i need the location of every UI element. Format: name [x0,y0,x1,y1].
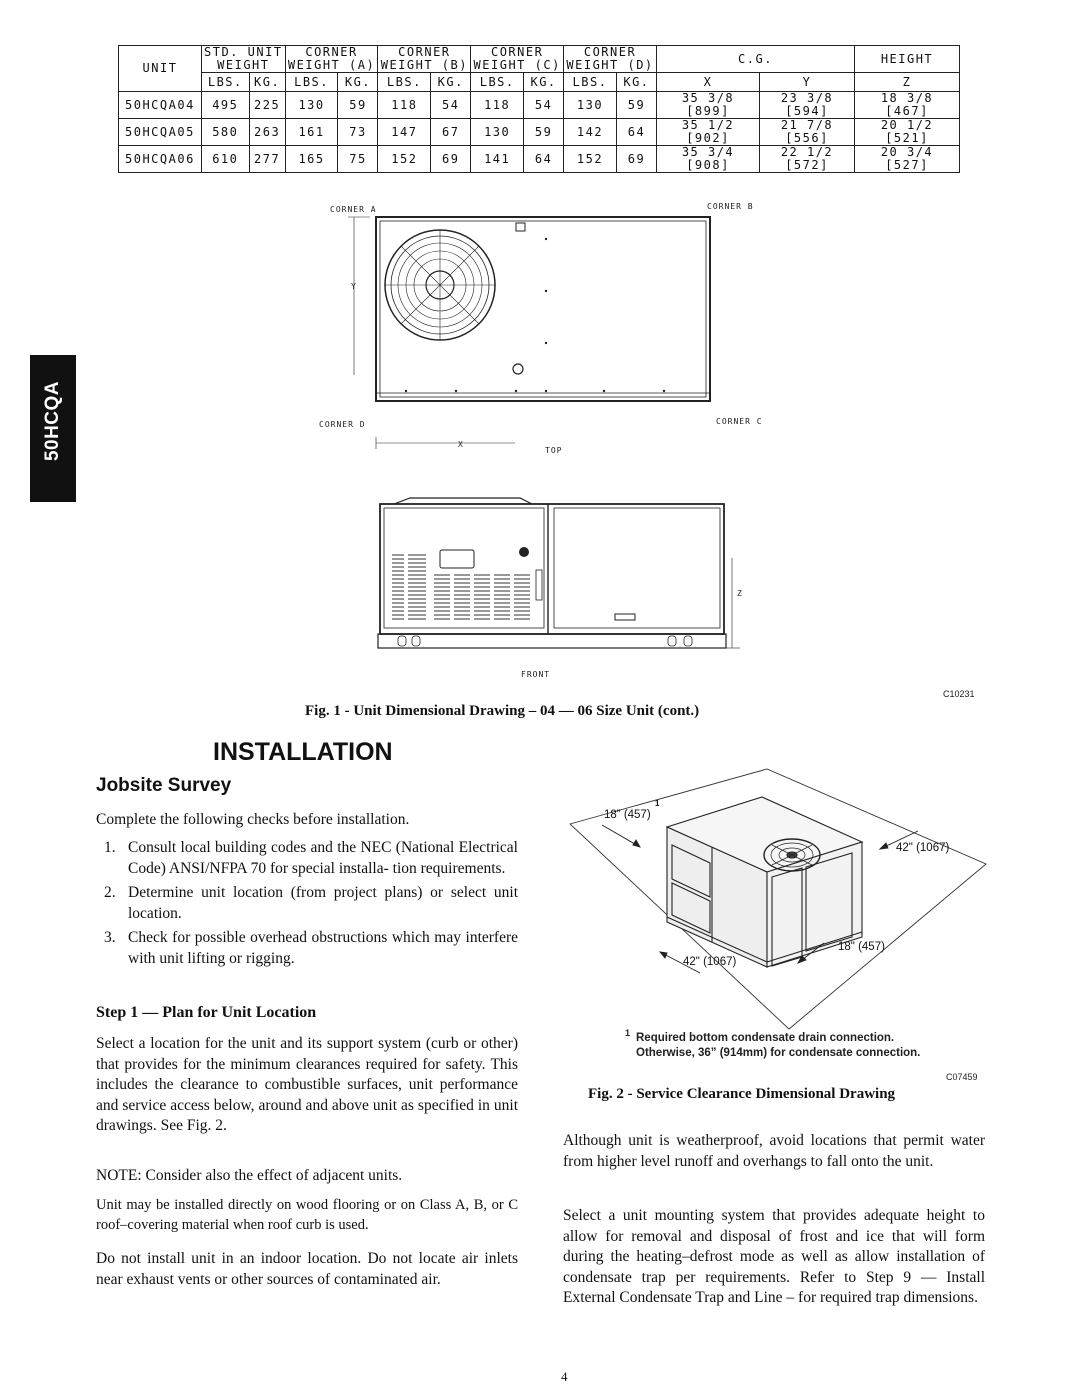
weatherproof-paragraph: Although unit is weatherproof, avoid locations that permit water from higher level runoff and overhangs to fall onto the unit. [563,1132,985,1170]
th-kg: KG. [431,73,471,92]
th-unit: UNIT [119,46,202,92]
clearance-label-left: 42" (1067) [683,956,737,968]
footnote-line2: Otherwise, 36” (914mm) for condensate connection. [636,1047,921,1059]
th-z: Z [855,73,960,92]
th-kg: KG. [524,73,564,92]
note-paragraph: NOTE: Consider also the effect of adjacent units. [96,1167,403,1184]
th-height: HEIGHT [855,46,960,73]
model-side-tab [30,355,76,502]
th-lbs: LBS. [378,73,431,92]
label-corner-b: CORNER B [707,202,754,211]
th-kg: KG. [338,73,378,92]
label-corner-a: CORNER A [330,205,377,214]
clearance-label-back: 18” (457) [604,809,651,821]
clearance-label-right: 42" (1067) [896,842,950,854]
mounting-paragraph: Select a unit mounting system that provides adequate height to allow for removal and disposal of frost and ice that will form during the heating–defrost mode as well as allow installation of condensate trap per requirements. Refer to Step 9 — Install External Condensate Trap and Line – for required trap dimensions. [563,1207,985,1306]
clearance-footnote-marker: 1 [655,799,660,808]
list-item: 2. Determine unit location (from project plans) or select unit location. [104,884,518,922]
th-lbs: LBS. [202,73,250,92]
table-row: 50HCQA05 580 263 161 73 147 67 130 59 142 64 35 1/2 [902] 21 7/8 [556] 20 1/2 [521] [119,119,960,146]
th-corner-d: CORNER WEIGHT (D) [564,46,657,73]
clearance-label-front: 18" (457) [838,941,885,953]
th-kg: KG. [249,73,285,92]
table-row: 50HCQA06 610 277 165 75 152 69 141 64 152 69 35 3/4 [908] 22 1/2 [572] 20 3/4 [527] [119,146,960,173]
section-heading-installation: INSTALLATION [213,738,393,766]
corner-weight-table [118,45,960,173]
drawing-code-c07459: C07459 [946,1072,978,1082]
th-lbs: LBS. [285,73,338,92]
intro-text: Complete the following checks before installation. [96,811,410,828]
fig2-caption: Fig. 2 - Service Clearance Dimensional Drawing [588,1086,896,1102]
subheading-jobsite-survey: Jobsite Survey [96,775,232,796]
footnote-line1: Required bottom condensate drain connection. [636,1032,895,1044]
list-item: 1. Consult local building codes and the NEC (National Electrical Code) ANSI/NFPA 70 for special installa- tion requirements. [104,839,518,877]
label-corner-c: CORNER C [716,417,763,426]
table-row: 50HCQA04 495 225 130 59 118 54 118 54 130 59 35 3/8 [899] 23 3/8 [594] 18 3/8 [467] [119,92,960,119]
checklist [96,838,518,973]
label-dim-z: Z [737,589,743,598]
th-kg: KG. [616,73,656,92]
drawing-code-c10231: C10231 [943,689,975,699]
label-top: TOP [545,446,563,455]
unit-front-view-drawing [370,490,760,660]
th-corner-c: CORNER WEIGHT (C) [471,46,564,73]
fig1-caption: Fig. 1 - Unit Dimensional Drawing – 04 — 06 Size Unit (cont.) [305,703,700,719]
th-cg: C.G. [657,46,855,73]
th-lbs: LBS. [471,73,524,92]
th-y: Y [760,73,855,92]
th-std-weight: STD. UNIT WEIGHT [202,46,286,73]
list-item: 3. Check for possible overhead obstructions which may interfere with unit lifting or rigging. [104,929,518,967]
th-x: X [657,73,760,92]
label-front: FRONT [521,670,551,679]
location-paragraph: Select a location for the unit and its support system (curb or other) that provides for the minimum clearances required for safety. This includes the clearance to combustible surfaces, unit performance and service access below, around and above unit as specified in unit drawings. See Fig. 2. [96,1035,518,1134]
footnote-number: 1 [625,1028,631,1038]
label-corner-d: CORNER D [319,420,366,429]
indoor-warning-paragraph: Do not install unit in an indoor location. Do not locate air inlets near exhaust vents or other sources of contaminated air. [96,1250,518,1288]
th-lbs: LBS. [564,73,617,92]
side-tab-label: 50HCQA [42,380,63,462]
label-dim-x: X [458,440,464,449]
th-corner-a: CORNER WEIGHT (A) [285,46,378,73]
service-clearance-drawing [562,767,992,1037]
th-corner-b: CORNER WEIGHT (B) [378,46,471,73]
page-number: 4 [561,1369,568,1384]
step1-heading: Step 1 — Plan for Unit Location [96,1004,317,1021]
unit-top-view-drawing [340,205,780,465]
flooring-paragraph: Unit may be installed directly on wood flooring or on Class A, B, or C roof–covering material when roof curb is used. [96,1197,518,1233]
label-dim-y: Y [351,282,357,291]
